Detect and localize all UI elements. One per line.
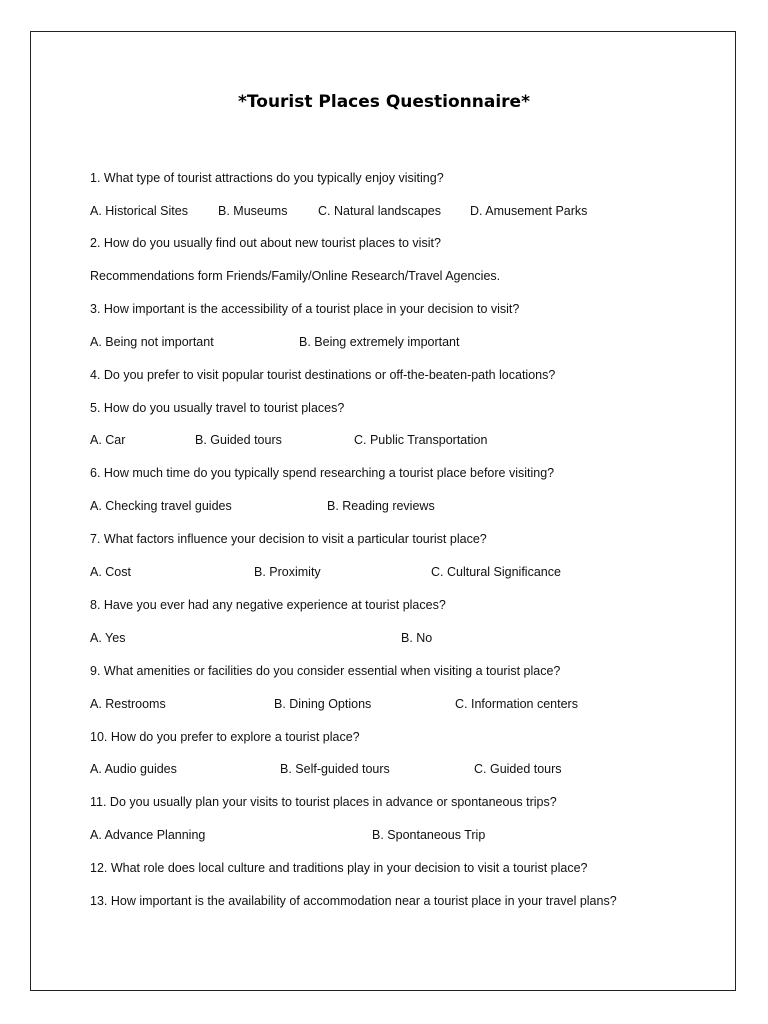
question-2: 2. How do you usually find out about new tourist places to visit?	[90, 236, 441, 250]
question-3: 3. How important is the accessibility of a tourist place in your decision to visit?	[90, 302, 520, 316]
q9-option-c: C. Information centers	[455, 697, 578, 711]
q7-option-c: C. Cultural Significance	[431, 565, 561, 579]
q5-option-c: C. Public Transportation	[354, 433, 488, 447]
q3-option-a: A. Being not important	[90, 335, 214, 349]
question-7: 7. What factors influence your decision to visit a particular tourist place?	[90, 532, 487, 546]
q1-option-a: A. Historical Sites	[90, 204, 188, 218]
question-11: 11. Do you usually plan your visits to tourist places in advance or spontaneous trips?	[90, 795, 557, 809]
q7-option-a: A. Cost	[90, 565, 131, 579]
question-4: 4. Do you prefer to visit popular tourist destinations or off-the-beaten-path locations?	[90, 368, 556, 382]
q1-option-d: D. Amusement Parks	[470, 204, 588, 218]
q1-option-b: B. Museums	[218, 204, 288, 218]
q2-answer: Recommendations form Friends/Family/Online Research/Travel Agencies.	[90, 269, 501, 283]
q7-option-b: B. Proximity	[254, 565, 321, 579]
q5-option-a: A. Car	[90, 433, 126, 447]
question-8: 8. Have you ever had any negative experience at tourist places?	[90, 598, 446, 612]
q8-option-a: A. Yes	[90, 631, 126, 645]
q3-option-b: B. Being extremely important	[299, 335, 460, 349]
q10-option-c: C. Guided tours	[474, 762, 562, 776]
q10-option-b: B. Self-guided tours	[280, 762, 390, 776]
question-9: 9. What amenities or facilities do you consider essential when visiting a tourist place?	[90, 664, 561, 678]
q6-option-a: A. Checking travel guides	[90, 499, 232, 513]
question-12: 12. What role does local culture and traditions play in your decision to visit a tourist place?	[90, 861, 588, 875]
question-10: 10. How do you prefer to explore a tourist place?	[90, 730, 360, 744]
q6-option-b: B. Reading reviews	[327, 499, 435, 513]
question-6: 6. How much time do you typically spend researching a tourist place before visiting?	[90, 466, 555, 480]
q9-option-b: B. Dining Options	[274, 697, 372, 711]
q11-option-b: B. Spontaneous Trip	[372, 828, 486, 842]
document-title: *Tourist Places Questionnaire*	[238, 92, 530, 112]
question-1: 1. What type of tourist attractions do you typically enjoy visiting?	[90, 171, 444, 185]
question-5: 5. How do you usually travel to tourist places?	[90, 401, 345, 415]
question-13: 13. How important is the availability of accommodation near a tourist place in your travel plans?	[90, 894, 617, 908]
q11-option-a: A. Advance Planning	[90, 828, 206, 842]
q9-option-a: A. Restrooms	[90, 697, 166, 711]
q1-option-c: C. Natural landscapes	[318, 204, 441, 218]
q8-option-b: B. No	[401, 631, 433, 645]
q10-option-a: A. Audio guides	[90, 762, 177, 776]
q5-option-b: B. Guided tours	[195, 433, 282, 447]
